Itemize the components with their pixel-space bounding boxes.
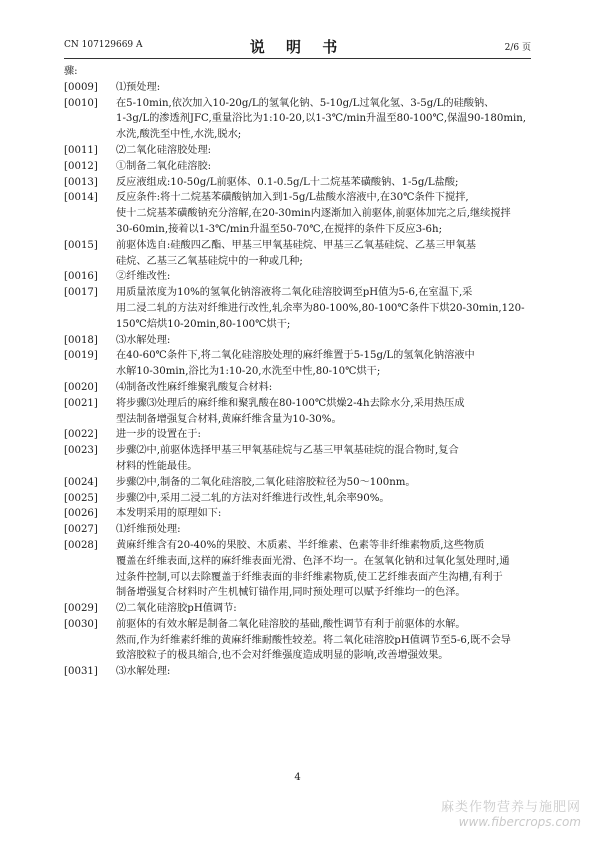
paragraph-number: [0026] — [64, 508, 98, 520]
document-body — [64, 64, 536, 680]
paragraph-number: [0024] — [64, 476, 98, 488]
paragraph-line — [64, 443, 536, 459]
paragraph-text: 黄麻纤维含有20-40%的果胶、木质素、半纤维素、色素等非纤维素物质,这些物质 — [116, 539, 485, 551]
paragraph-line — [64, 585, 536, 601]
paragraph-text: ⑶水解处理: — [116, 334, 171, 346]
paragraph-line — [64, 159, 536, 175]
paragraph-text: ⑷制备改性麻纤维聚乳酸复合材料: — [116, 381, 273, 393]
paragraph-text: 前驱体选自:硅酸四乙酯、甲基三甲氧基硅烷、甲基三乙氧基硅烷、乙基三甲氧基 — [116, 239, 476, 251]
paragraph-line — [64, 648, 536, 664]
paragraph-text: 在40-60℃条件下,将二氧化硅溶胶处理的麻纤维置于5-15g/L的氢氧化钠溶液中 — [116, 350, 475, 362]
patent-number: CN 107129669 A — [64, 40, 143, 50]
paragraph-line — [64, 633, 536, 649]
paragraph-text: ①制备二氧化硅溶胶: — [116, 160, 212, 172]
paragraph-number: [0019] — [64, 350, 98, 362]
paragraph-number: [0009] — [64, 81, 98, 93]
paragraph-number: [0022] — [64, 429, 98, 441]
paragraph-number: [0018] — [64, 334, 98, 346]
paragraph-number: [0016] — [64, 271, 98, 283]
paragraph-number: [0025] — [64, 492, 98, 504]
paragraph-text: 水洗,酸洗至中性,水洗,脱水; — [116, 129, 242, 141]
paragraph-line — [64, 80, 536, 96]
paragraph-line — [64, 617, 536, 633]
paragraph-number: [0011] — [64, 144, 98, 156]
paragraph-number: [0020] — [64, 381, 98, 393]
paragraph-text: ⑴预处理: — [116, 81, 161, 93]
paragraph-line — [64, 664, 536, 680]
watermark-site-name: 麻类作物营养与施肥网 — [440, 800, 581, 815]
paragraph-number: [0028] — [64, 539, 98, 551]
paragraph-line — [64, 348, 536, 364]
paragraph-number: [0010] — [64, 97, 98, 109]
paragraph-text: 致溶胶粒子的极具缩合,也不会对纤维强度造成明显的影响,改善增强效果。 — [116, 650, 449, 662]
paragraph-text: 使十二烷基苯磺酸钠充分溶解,在20-30min内逐渐加入前驱体,前驱体加完之后,继续搅拌 — [116, 208, 511, 220]
paragraph-line — [64, 538, 536, 554]
paragraph-line — [64, 238, 536, 254]
paragraph-text: 进一步的设置在于: — [116, 429, 201, 441]
paragraph-line — [64, 254, 536, 270]
paragraph-line — [64, 269, 536, 285]
paragraph-line — [64, 427, 536, 443]
paragraph-number: [0023] — [64, 445, 98, 457]
watermark — [441, 796, 581, 829]
document-title: 说 明 书 — [249, 38, 346, 56]
paragraph-text: 反应条件:将十二烷基苯磺酸钠加入到1-5g/L盐酸水溶液中,在30℃条件下搅拌, — [116, 192, 469, 204]
paragraph-text: ⑴纤维预处理: — [116, 524, 181, 536]
paragraph-line — [64, 96, 536, 112]
paragraph-line — [64, 222, 536, 238]
paragraph-number: [0014] — [64, 192, 98, 204]
page-header — [64, 36, 531, 58]
page-number: 4 — [294, 772, 301, 783]
paragraph-line — [64, 570, 536, 586]
paragraph-text: 制备增强复合材料时产生机械钉锚作用,同时预处理可以赋予纤维均一的色泽。 — [116, 587, 466, 599]
paragraph-text: 本发明采用的原理如下: — [116, 508, 222, 520]
paragraph-line — [64, 380, 536, 396]
paragraph-line — [64, 412, 536, 428]
paragraph-number: [0021] — [64, 397, 98, 409]
paragraph-line — [64, 175, 536, 191]
paragraph-line — [64, 364, 536, 380]
lead-line: 骤: — [64, 66, 78, 77]
paragraph-text: 用质量浓度为10%的氢氧化钠溶液将二氧化硅溶胶调至pH值为5-6,在室温下,采 — [116, 287, 473, 299]
paragraph-line — [64, 301, 536, 317]
paragraph-number: [0031] — [64, 666, 98, 678]
paragraph-line — [64, 143, 536, 159]
paragraph-line — [64, 506, 536, 522]
paragraph-number: [0015] — [64, 239, 98, 251]
paragraph-line — [64, 554, 536, 570]
paragraph-line — [64, 475, 536, 491]
paragraph-number: [0017] — [64, 287, 98, 299]
paragraph-line — [64, 190, 536, 206]
paragraph-number: [0029] — [64, 603, 98, 615]
paragraph-number: [0013] — [64, 176, 98, 188]
paragraph-line — [64, 317, 536, 333]
paragraph-text: 反应液组成:10-50g/L前驱体、0.1-0.5g/L十二烷基苯磺酸钠、1-5g/L盐酸; — [116, 176, 459, 188]
paragraph-text: 步骤⑵中,前驱体选择甲基三甲氧基硅烷与乙基三甲氧基硅烷的混合物时,复合 — [116, 445, 459, 457]
paragraph-line — [64, 127, 536, 143]
paragraph-text: 然而,作为纤维素纤维的黄麻纤维耐酸性较差。将二氧化硅溶胶pH值调节至5-6,既不会导 — [116, 634, 511, 646]
paragraph-text: 步骤⑵中,制备的二氧化硅溶胶,二氧化硅溶胶粒径为50～100nm。 — [116, 476, 416, 488]
paragraph-text: 前驱体的有效水解是制备二氧化硅溶胶的基础,酸性调节有利于前驱体的水解。 — [116, 618, 466, 630]
paragraph-text: 用二浸二轧的方法对纤维进行改性,轧余率为80-100%,80-100℃条件下烘20-30min,120- — [116, 302, 525, 314]
paragraph-text: ⑵二氧化硅溶胶pH值调节: — [116, 603, 237, 615]
paragraph-line — [64, 285, 536, 301]
paragraph-line — [64, 522, 536, 538]
paragraph-text: 在5-10min,依次加入10-20g/L的氢氧化钠、5-10g/L过氧化氢、3-5g/L的硅酸钠、 — [116, 97, 495, 109]
page-indicator: 2/6 页 — [504, 43, 531, 53]
paragraph-text: 过条件控制,可以去除覆盖于纤维表面的非纤维素物质,使工艺纤维表面产生沟槽,有利于 — [116, 571, 503, 583]
paragraph-line — [64, 111, 536, 127]
paragraph-text: 型法制备增强复合材料,黄麻纤维含量为10-30%。 — [116, 413, 342, 425]
paragraph-line — [64, 491, 536, 507]
paragraph-text: ⑶水解处理: — [116, 666, 171, 678]
paragraph-text: ②纤维改性: — [116, 271, 171, 283]
watermark-url: www.fibercrops.com — [458, 815, 581, 829]
paragraph-text: 水解10-30min,浴比为1:10-20,水洗至中性,80-10℃烘干; — [116, 366, 381, 378]
paragraph-text: 覆盖在纤维表面,这样的麻纤维表面光滑、色泽不均一。在氢氧化钠和过氧化氢处理时,通 — [116, 555, 510, 567]
paragraph-number: [0027] — [64, 524, 98, 536]
paragraph-text: 150℃焙烘10-20min,80-100℃烘干; — [116, 318, 291, 330]
paragraph-text: 硅烷、乙基三乙氧基硅烷中的一种或几种; — [116, 255, 303, 267]
paragraph-text: 材料的性能最佳。 — [116, 460, 198, 472]
paragraph-line — [64, 601, 536, 617]
paragraph-text: 30-60min,接着以1-3℃/min升温至50-70℃,在搅拌的条件下反应3-6h; — [116, 223, 443, 235]
paragraph-line — [64, 459, 536, 475]
paragraph-line — [64, 206, 536, 222]
header-rule — [64, 58, 531, 59]
paragraph-number: [0012] — [64, 160, 98, 172]
paragraph-text: ⑵二氧化硅溶胶处理: — [116, 144, 212, 156]
paragraph-number: [0030] — [64, 618, 98, 630]
paragraph-line — [64, 396, 536, 412]
paragraph-text: 步骤⑵中,采用二浸二轧的方法对纤维进行改性,轧余率90%。 — [116, 492, 390, 504]
paragraph-text: 1-3g/L的渗透剂JFC,重量浴比为1:10-20,以1-3℃/min升温至80-100℃,保温90-180min, — [116, 113, 527, 125]
paragraph-text: 将步骤⑶处理后的麻纤维和聚乳酸在80-100℃烘燥2-4h去除水分,采用热压成 — [116, 397, 465, 409]
paragraph-line — [64, 333, 536, 349]
